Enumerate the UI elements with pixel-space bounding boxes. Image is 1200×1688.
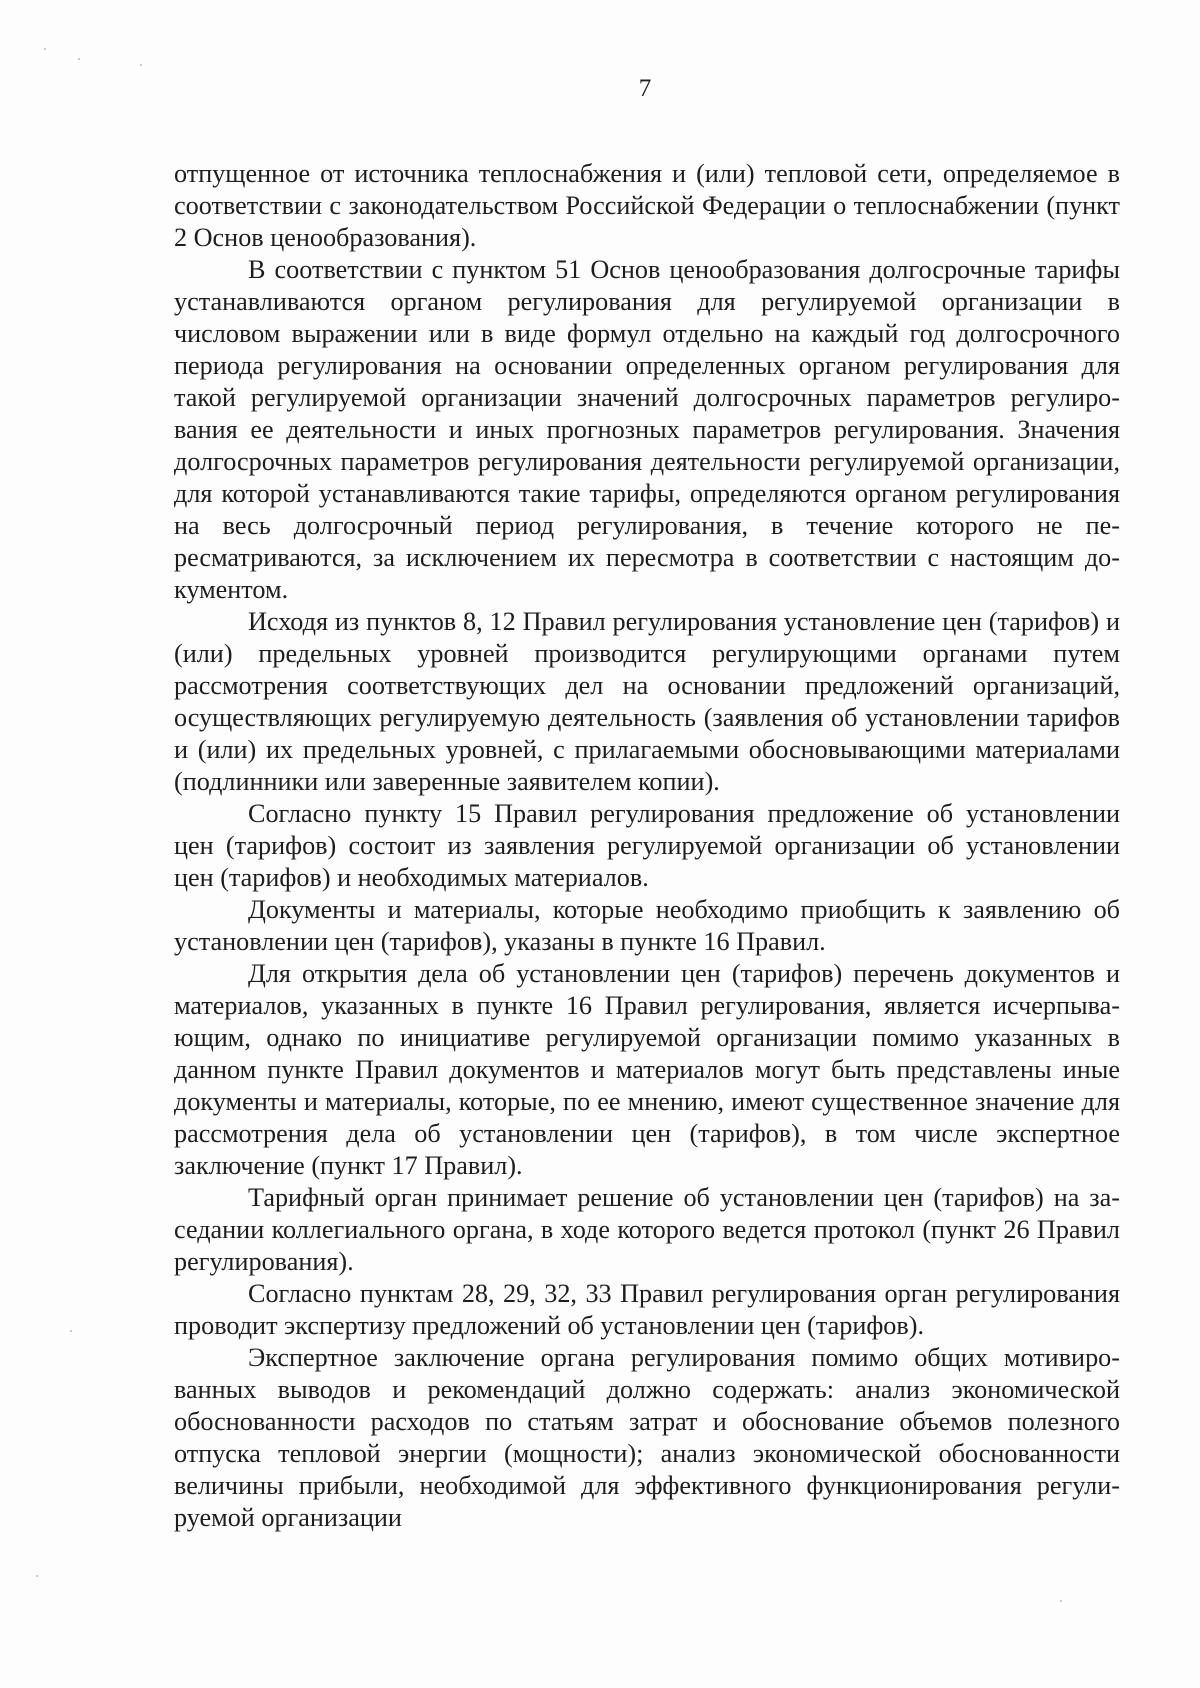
paragraph-2: В соответствии с пунктом 51 Основ ценообразования долгосрочные тарифы устанавливаются органом регулирования для регулируемой организации в числовом выражении или в виде формул отдельно на каждый год долгосрочного периода регулирования на основании определенных органом регулирования для такой регулируемой организации значений долгосрочных параметров регулирования ее деятельности и иных прогнозных параметров регулирования. Значения долгосрочных параметров регулирования деятельности регулируемой организации, для которой устанавливаются такие тарифы, определяются органом регулирования на весь долгосрочный период регулирования, в течение которого не пересматриваются, за исключением их пересмотра в соответствии с настоящим документом. xyxy=(174,255,1120,604)
scan-speck xyxy=(70,1330,72,1332)
scan-speck xyxy=(140,64,142,66)
scan-speck xyxy=(1060,1600,1062,1602)
paragraph-8: Согласно пунктам 28, 29, 32, 33 Правил регулирования орган регулирования проводит экспертизу предложений об установлении цен (тарифов). xyxy=(174,1279,1120,1340)
page-number: 7 xyxy=(638,75,652,102)
paragraph-5: Документы и материалы, которые необходимо приобщить к заявлению об установлении цен (тарифов), указаны в пункте 16 Правил. xyxy=(174,895,1120,956)
paragraph-1: отпущенное от источника теплоснабжения и (или) тепловой сети, определяемое в соответствии с законодательством Российской Федерации о теплоснабжении (пункт 2 Основ ценообразования). xyxy=(174,159,1120,252)
paragraph-9: Экспертное заключение органа регулирования помимо общих мотивированных выводов и рекомендаций должно содержать: анализ экономической обоснованности расходов по статьям затрат и обоснование объемов полезного отпуска тепловой энергии (мощности); анализ экономической обоснованности величины прибыли, необходимой для эффективного функционирования регулируемой организации xyxy=(174,1343,1120,1532)
paragraph-7: Тарифный орган принимает решение об установлении цен (тарифов) на заседании коллегиального органа, в ходе которого ведется протокол (пункт 26 Правил регулирования). xyxy=(174,1183,1120,1276)
paragraph-4: Согласно пункту 15 Правил регулирования предложение об установлении цен (тарифов) состоит из заявления регулируемой организации об установлении цен (тарифов) и необходимых материалов. xyxy=(174,799,1120,892)
paragraph-6: Для открытия дела об установлении цен (тарифов) перечень документов и материалов, указанных в пункте 16 Правил регулирования, является исчерпывающим, однако по инициативе регулируемой организации помимо указанных в данном пункте Правил документов и материалов могут быть представлены иные документы и материалы, которые, по ее мнению, имеют существенное значение для рассмотрения дела об установлении цен (тарифов), в том числе экспертное заключение (пункт 17 Правил). xyxy=(174,959,1120,1180)
scan-speck xyxy=(78,58,80,60)
body-text xyxy=(174,158,1120,1534)
scan-speck xyxy=(36,1575,38,1577)
scan-speck xyxy=(44,48,46,50)
paragraph-3: Исходя из пунктов 8, 12 Правил регулирования установление цен (тарифов) и (или) предельных уровней производится регулирующими органами путем рассмотрения соответствующих дел на основании предложений организаций, осуществляющих регулируемую деятельность (заявления об установлении тарифов и (или) их предельных уровней, с прилагаемыми обосновывающими материалами (подлинники или заверенные заявителем копии). xyxy=(174,607,1120,796)
